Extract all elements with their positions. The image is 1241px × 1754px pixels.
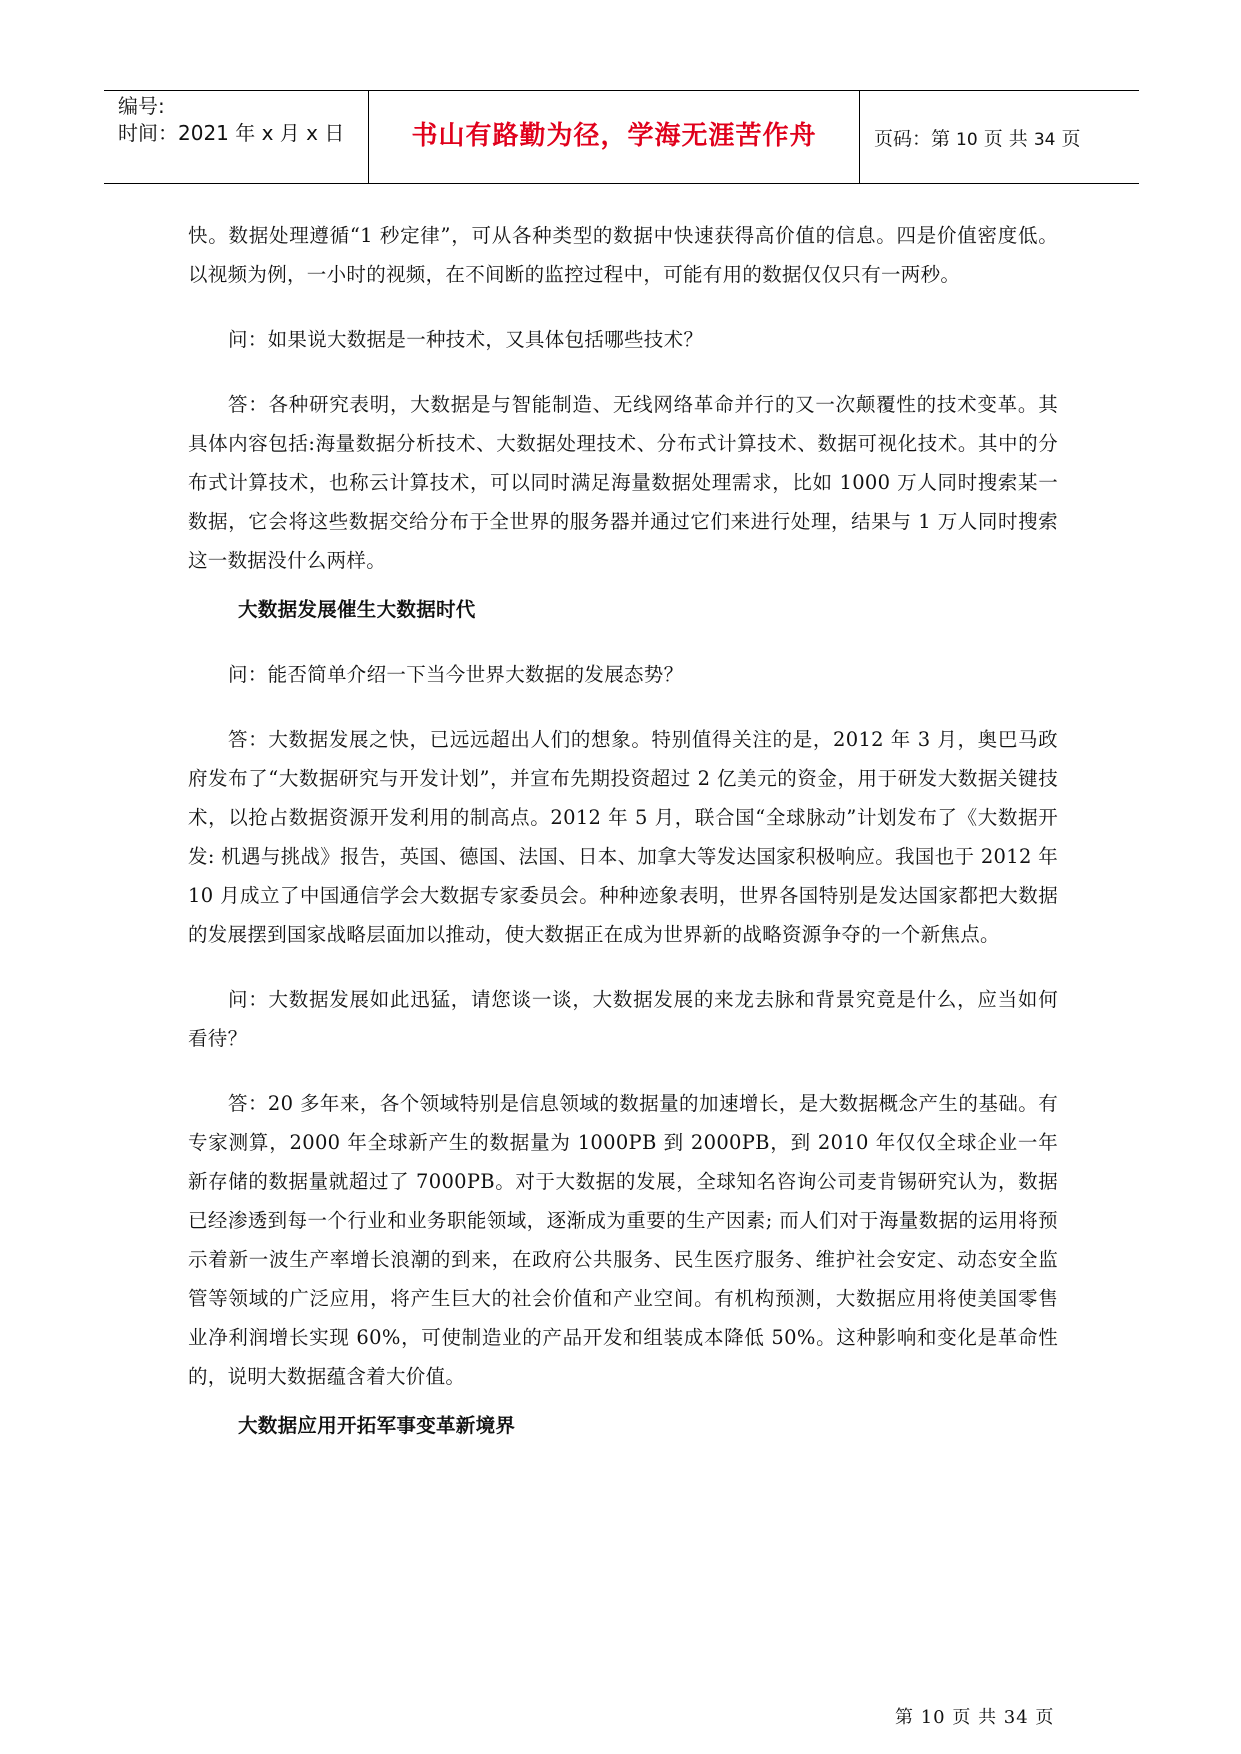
question-paragraph: 问：大数据发展如此迅猛，请您谈一谈，大数据发展的来龙去脉和背景究竟是什么，应当如何看待？ [188, 988, 1058, 1050]
header-meta [118, 91, 368, 183]
header-motto: 书山有路勤为径，学海无涯苦作舟 [411, 121, 817, 151]
section-heading: 大数据应用开拓军事变革新境界 [238, 1414, 516, 1437]
page-code-prefix: 页码：第 [874, 128, 957, 150]
question-paragraph: 问：能否简单介绍一下当今世界大数据的发展态势？ [228, 663, 684, 686]
header-divider-right [859, 91, 860, 183]
answer-paragraph: 答：各种研究表明，大数据是与智能制造、无线网络革命并行的又一次颠覆性的技术变革。其具体内容包括:海量数据分析技术、大数据处理技术、分布式计算技术、数据可视化技术。其中的分布式计算技术，也称云计算技术，可以同时满足海量数据处理需求，比如 1000 万人同时搜索某一数据，它会将这些数据交给分布于全世界的服务器并通过它们来进行处理，结果与 1 万人同时搜索这一数据没什么两样。 [188, 393, 1058, 572]
serial-number-label: 编号: [118, 94, 165, 118]
paragraph: 快。数据处理遵循“1 秒定律”，可从各种类型的数据中快速获得高价值的信息。四是价值密度低。以视频为例，一小时的视频，在不间断的监控过程中，可能有用的数据仅仅只有一两秒。 [188, 224, 1058, 286]
header-page-code [874, 124, 1081, 151]
document-body [188, 216, 1058, 1471]
page-code-middle: 页 共 [977, 128, 1034, 150]
page-code-total: 34 [1033, 130, 1056, 150]
answer-paragraph: 答：大数据发展之快，已远远超出人们的想象。特别值得关注的是，2012 年 3 月，奥巴马政府发布了“大数据研究与开发计划”，并宣布先期投资超过 2 亿美元的资金，用于研发大数据关键技术，以抢占数据资源开发利用的制高点。2012 年 5 月，联合国“全球脉动”计划发布了《大数据开发: 机遇与挑战》报告，英国、德国、法国、日本、加拿大等发达国家积极响应。我国也于 2012 年 10 月成立了中国通信学会大数据专家委员会。种种迹象表明，世界各国特别是发达国家都把大数据的发展摆到国家战略层面加以推动，使大数据正在成为世界新的战略资源争夺的一个新焦点。 [188, 728, 1058, 946]
page-code-current: 10 [956, 130, 978, 150]
page-footer: 第 10 页 共 34 页 [895, 1707, 1055, 1728]
question-paragraph: 问：如果说大数据是一种技术，又具体包括哪些技术？ [228, 328, 704, 351]
section-heading: 大数据发展催生大数据时代 [238, 598, 476, 621]
page-header [104, 90, 1139, 184]
answer-paragraph: 答：20 多年来，各个领域特别是信息领域的数据量的加速增长，是大数据概念产生的基础。有专家测算，2000 年全球新产生的数据量为 1000PB 到 2000PB，到 2010 年仅仅全球企业一年新存储的数据量就超过了 7000PB。对于大数据的发展，全球知名咨询公司麦肯锡研究认为，数据已经渗透到每一个行业和业务职能领域，逐渐成为重要的生产因素; 而人们对于海量数据的运用将预示着新一波生产率增长浪潮的到来，在政府公共服务、民生医疗服务、维护社会安定、动态安全监管等领域的广泛应用，将产生巨大的社会价值和产业空间。有机构预测，大数据应用将使美国零售业净利润增长实现 60%，可使制造业的产品开发和组装成本降低 50%。这种影响和变化是革命性的，说明大数据蕴含着大价值。 [188, 1092, 1058, 1388]
page-code-suffix: 页 [1055, 128, 1081, 150]
time-label: 时间：2021 年 x 月 x 日 [118, 121, 345, 145]
